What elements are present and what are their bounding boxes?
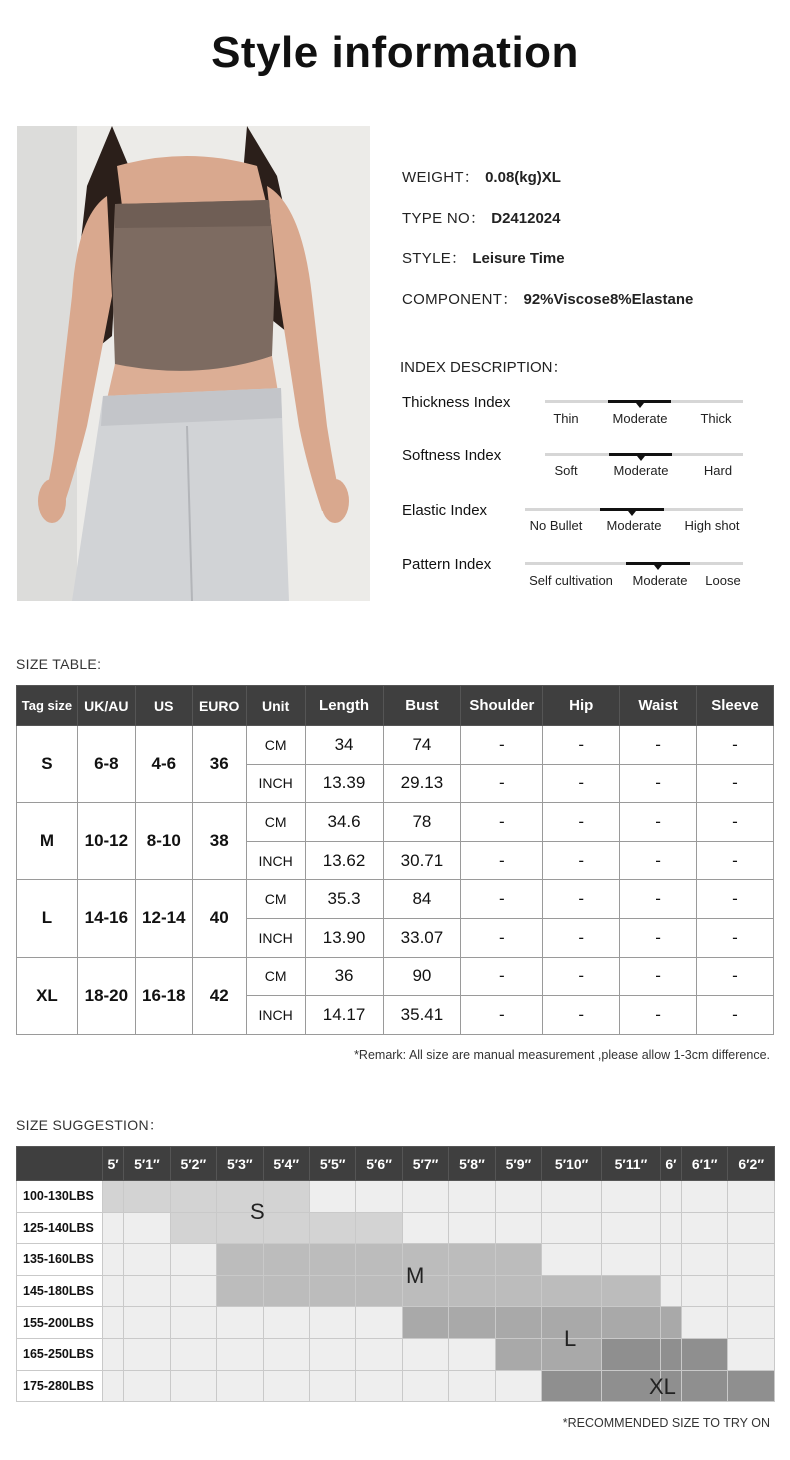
measure-cell: - [697, 996, 774, 1035]
size-suggestion-heading: SIZE SUGGESTION： [16, 1117, 164, 1133]
size-grid-cell [602, 1275, 661, 1307]
product-photo [17, 126, 370, 601]
size-grid-cell [681, 1244, 727, 1276]
size-grid-cell [263, 1244, 309, 1276]
size-grid-cell [660, 1212, 681, 1244]
index-label: Softness Index [402, 447, 502, 464]
measure-cell: 74 [383, 726, 461, 765]
index-option: Soft [554, 463, 578, 478]
index-option: No Bullet [529, 518, 583, 533]
size-grid-cell [170, 1307, 216, 1339]
size-grid-cell [542, 1212, 602, 1244]
height-header: 5′5″ [309, 1147, 355, 1181]
size-grid-cell [602, 1212, 661, 1244]
measure-cell: - [697, 764, 774, 803]
size-grid-cell [170, 1244, 216, 1276]
table-row [17, 726, 774, 765]
measure-cell: - [620, 918, 697, 957]
weight-label: 175-280LBS [17, 1370, 103, 1402]
size-grid-cell [309, 1370, 355, 1402]
zone-label-s: S [250, 1199, 265, 1224]
index-option: Thin [553, 411, 579, 426]
height-header: 5′1″ [124, 1147, 170, 1181]
type-row [402, 207, 560, 228]
size-grid-cell [449, 1370, 495, 1402]
measure-cell: - [697, 803, 774, 842]
size-grid-cell [103, 1244, 124, 1276]
size-grid-cell [495, 1370, 541, 1402]
component-row [402, 288, 693, 309]
size-grid-cell [103, 1307, 124, 1339]
index-pointer-icon [636, 403, 644, 408]
measure-cell: - [543, 996, 620, 1035]
size-grid-cell [124, 1181, 170, 1213]
weight-row [17, 1244, 775, 1276]
col-header: US [135, 686, 192, 726]
measure-cell: - [461, 764, 543, 803]
measure-cell: - [543, 764, 620, 803]
size-grid-cell [170, 1338, 216, 1370]
measure-cell: 84 [383, 880, 461, 919]
weight-label: 155-200LBS [17, 1307, 103, 1339]
height-header: 6′2″ [728, 1147, 775, 1181]
size-grid-cell [602, 1181, 661, 1213]
size-grid-cell [124, 1275, 170, 1307]
index-option: Loose [705, 573, 741, 588]
index-option: Hard [703, 463, 733, 478]
unit-cell: CM [246, 803, 305, 842]
height-header-row [17, 1147, 775, 1181]
index-option: High shot [684, 518, 740, 533]
size-grid-cell [309, 1181, 355, 1213]
size-grid-cell [356, 1338, 402, 1370]
index-heading: INDEX DESCRIPTION： [400, 359, 568, 376]
size-grid-cell [309, 1307, 355, 1339]
size-grid-cell [356, 1181, 402, 1213]
index-label: Pattern Index [402, 556, 492, 573]
size-grid-cell [356, 1275, 402, 1307]
index-option: Moderate [613, 463, 669, 478]
measure-cell: 78 [383, 803, 461, 842]
measure-cell: 13.62 [305, 841, 383, 880]
measure-cell: - [697, 918, 774, 957]
weight-label: 145-180LBS [17, 1275, 103, 1307]
size-grid-cell [170, 1370, 216, 1402]
size-grid-cell [309, 1275, 355, 1307]
component-value: 92%Viscose8%Elastane [523, 291, 694, 308]
measure-cell: 13.90 [305, 918, 383, 957]
size-grid-cell [263, 1181, 309, 1213]
size-grid-cell [217, 1275, 263, 1307]
size-grid-cell [660, 1181, 681, 1213]
measure-cell: - [620, 764, 697, 803]
size-grid-cell [217, 1338, 263, 1370]
zone-label-l: L [564, 1326, 577, 1351]
measure-cell: - [620, 803, 697, 842]
table-row [17, 803, 774, 842]
index-option: Self cultivation [529, 573, 613, 588]
size-grid-cell [402, 1370, 448, 1402]
zone-label-m: M [406, 1263, 425, 1288]
size-grid-cell [124, 1244, 170, 1276]
size-grid-cell [542, 1181, 602, 1213]
size-grid-cell [449, 1181, 495, 1213]
size-grid-cell [660, 1244, 681, 1276]
size-remark: *Remark: All size are manual measurement ,please allow 1-3cm difference. [354, 1048, 770, 1062]
height-header: 5′9″ [495, 1147, 541, 1181]
size-grid-cell [356, 1307, 402, 1339]
size-grid-cell [681, 1307, 727, 1339]
size-tag-cell: XL [17, 957, 78, 1034]
size-grid-cell [356, 1244, 402, 1276]
measure-cell: 90 [383, 957, 461, 996]
measure-cell: - [543, 803, 620, 842]
height-header: 5′10″ [542, 1147, 602, 1181]
index-label: Thickness Index [402, 394, 511, 411]
size-grid-cell [103, 1370, 124, 1402]
style-value: Leisure Time [472, 250, 565, 267]
size-euro-cell: 40 [192, 880, 246, 957]
measure-cell: - [543, 957, 620, 996]
size-table-heading: SIZE TABLE: [16, 656, 102, 672]
measure-cell: - [461, 918, 543, 957]
size-grid-cell [728, 1181, 775, 1213]
type-label: TYPE NO： [402, 210, 486, 227]
index-option: Moderate [612, 411, 668, 426]
size-grid-cell [356, 1212, 402, 1244]
size-grid-cell [681, 1338, 727, 1370]
weight-label: 100-130LBS [17, 1181, 103, 1213]
size-grid-cell [449, 1338, 495, 1370]
unit-cell: CM [246, 957, 305, 996]
measure-cell: - [697, 726, 774, 765]
unit-cell: INCH [246, 996, 305, 1035]
measure-cell: - [461, 803, 543, 842]
measure-cell: 13.39 [305, 764, 383, 803]
index-label: Elastic Index [402, 502, 488, 519]
style-label: STYLE： [402, 250, 467, 267]
measure-cell: 35.41 [383, 996, 461, 1035]
size-grid-cell [124, 1212, 170, 1244]
height-header: 5′6″ [356, 1147, 402, 1181]
measure-cell: - [620, 841, 697, 880]
weight-row [17, 1307, 775, 1339]
size-tag-cell: S [17, 726, 78, 803]
size-grid-cell [263, 1212, 309, 1244]
size-table [16, 685, 774, 1035]
measure-cell: - [461, 957, 543, 996]
measure-cell: - [461, 880, 543, 919]
size-us-cell: 16-18 [135, 957, 192, 1034]
measure-cell: - [697, 957, 774, 996]
size-grid-cell [309, 1212, 355, 1244]
recommended-note: *RECOMMENDED SIZE TO TRY ON [562, 1416, 770, 1430]
size-grid-cell [402, 1338, 448, 1370]
height-header: 5′7″ [402, 1147, 448, 1181]
weight-row [17, 1181, 775, 1213]
weight-label: 135-160LBS [17, 1244, 103, 1276]
size-grid-cell [170, 1181, 216, 1213]
size-uk-cell: 14-16 [77, 880, 135, 957]
size-grid-cell [217, 1307, 263, 1339]
size-grid-cell [356, 1370, 402, 1402]
size-grid-cell [660, 1338, 681, 1370]
size-grid-cell [124, 1338, 170, 1370]
size-table-header-row [17, 686, 774, 726]
height-header: 6′1″ [681, 1147, 727, 1181]
size-grid-cell [103, 1181, 124, 1213]
unit-cell: INCH [246, 841, 305, 880]
size-grid-cell [681, 1212, 727, 1244]
size-grid-cell [263, 1370, 309, 1402]
weight-label: WEIGHT： [402, 169, 480, 186]
size-grid-cell [495, 1181, 541, 1213]
height-header: 5′ [103, 1147, 124, 1181]
measure-cell: 35.3 [305, 880, 383, 919]
measure-cell: 36 [305, 957, 383, 996]
size-tag-cell: M [17, 803, 78, 880]
index-option: Moderate [606, 518, 662, 533]
weight-value: 0.08(kg)XL [485, 169, 561, 186]
index-pointer-icon [628, 511, 636, 516]
size-grid-cell [728, 1275, 775, 1307]
size-grid-cell [660, 1307, 681, 1339]
measure-cell: 34.6 [305, 803, 383, 842]
measure-cell: 34 [305, 726, 383, 765]
unit-cell: INCH [246, 918, 305, 957]
measure-cell: 14.17 [305, 996, 383, 1035]
size-grid-cell [103, 1212, 124, 1244]
size-grid-cell [681, 1275, 727, 1307]
size-grid-cell [103, 1275, 124, 1307]
col-header: Waist [620, 686, 697, 726]
size-grid-cell [495, 1338, 541, 1370]
weight-row [17, 1338, 775, 1370]
size-us-cell: 12-14 [135, 880, 192, 957]
table-row [17, 957, 774, 996]
measure-cell: 30.71 [383, 841, 461, 880]
height-header: 5′3″ [217, 1147, 263, 1181]
col-header: Hip [543, 686, 620, 726]
weight-row [402, 166, 561, 187]
size-grid-cell [449, 1244, 495, 1276]
size-grid-cell [660, 1275, 681, 1307]
col-header: Tag size [17, 686, 78, 726]
measure-cell: - [620, 880, 697, 919]
size-grid-cell [728, 1370, 775, 1402]
zone-label-xl: XL [649, 1374, 676, 1399]
size-grid-cell [170, 1212, 216, 1244]
measure-cell: - [620, 957, 697, 996]
size-grid-cell [124, 1307, 170, 1339]
size-us-cell: 8-10 [135, 803, 192, 880]
weight-row [17, 1212, 775, 1244]
measure-cell: - [620, 996, 697, 1035]
measure-cell: - [461, 726, 543, 765]
height-header: 5′11″ [602, 1147, 661, 1181]
index-option: Moderate [632, 573, 688, 588]
unit-cell: INCH [246, 764, 305, 803]
measure-cell: 33.07 [383, 918, 461, 957]
size-grid-cell [263, 1338, 309, 1370]
col-header: Length [305, 686, 383, 726]
size-grid-cell [217, 1244, 263, 1276]
measure-cell: - [461, 996, 543, 1035]
height-header: 5′4″ [263, 1147, 309, 1181]
measure-cell: - [543, 726, 620, 765]
size-grid-cell [263, 1307, 309, 1339]
weight-row [17, 1275, 775, 1307]
table-row [17, 880, 774, 919]
size-grid-cell [681, 1370, 727, 1402]
size-grid-cell [449, 1307, 495, 1339]
size-grid-cell [402, 1307, 448, 1339]
size-grid-cell [124, 1370, 170, 1402]
size-suggestion-grid [16, 1146, 775, 1402]
size-grid-cell [309, 1244, 355, 1276]
col-header: Shoulder [461, 686, 543, 726]
col-header: EURO [192, 686, 246, 726]
size-uk-cell: 6-8 [77, 726, 135, 803]
size-grid-cell [728, 1212, 775, 1244]
size-grid-cell [602, 1338, 661, 1370]
size-grid-cell [728, 1307, 775, 1339]
size-grid-cell [495, 1212, 541, 1244]
height-header: 5′2″ [170, 1147, 216, 1181]
col-header: Sleeve [697, 686, 774, 726]
col-header: Bust [383, 686, 461, 726]
index-pointer-icon [654, 565, 662, 570]
size-grid-cell [217, 1370, 263, 1402]
measure-cell: - [543, 841, 620, 880]
size-grid-cell [449, 1275, 495, 1307]
size-grid-cell [263, 1275, 309, 1307]
size-grid-cell [402, 1181, 448, 1213]
size-grid-cell [495, 1307, 541, 1339]
size-us-cell: 4-6 [135, 726, 192, 803]
weight-label: 165-250LBS [17, 1338, 103, 1370]
index-pointer-icon [637, 456, 645, 461]
measure-cell: - [620, 726, 697, 765]
size-grid-cell [602, 1307, 661, 1339]
size-grid-cell [495, 1244, 541, 1276]
size-uk-cell: 10-12 [77, 803, 135, 880]
size-grid-cell [542, 1275, 602, 1307]
weight-label: 125-140LBS [17, 1212, 103, 1244]
size-grid-cell [542, 1370, 602, 1402]
page-title: Style information [211, 28, 579, 77]
grid-corner [17, 1147, 103, 1181]
index-option: Thick [700, 411, 732, 426]
size-uk-cell: 18-20 [77, 957, 135, 1034]
height-header: 6′ [660, 1147, 681, 1181]
component-label: COMPONENT： [402, 291, 518, 308]
measure-cell: - [697, 880, 774, 919]
measure-cell: 29.13 [383, 764, 461, 803]
type-value: D2412024 [491, 210, 561, 227]
size-euro-cell: 38 [192, 803, 246, 880]
size-grid-cell [728, 1244, 775, 1276]
measure-cell: - [543, 880, 620, 919]
size-grid-cell [170, 1275, 216, 1307]
unit-cell: CM [246, 880, 305, 919]
unit-cell: CM [246, 726, 305, 765]
size-grid-cell [542, 1244, 602, 1276]
size-grid-cell [402, 1212, 448, 1244]
size-grid-cell [728, 1338, 775, 1370]
height-header: 5′8″ [449, 1147, 495, 1181]
style-row [402, 247, 565, 268]
size-grid-cell [495, 1275, 541, 1307]
size-euro-cell: 42 [192, 957, 246, 1034]
col-header: UK/AU [77, 686, 135, 726]
measure-cell: - [543, 918, 620, 957]
size-grid-cell [602, 1244, 661, 1276]
measure-cell: - [461, 841, 543, 880]
size-grid-cell [681, 1181, 727, 1213]
size-grid-cell [309, 1338, 355, 1370]
size-euro-cell: 36 [192, 726, 246, 803]
col-header: Unit [246, 686, 305, 726]
size-grid-cell [103, 1338, 124, 1370]
size-grid-cell [449, 1212, 495, 1244]
measure-cell: - [697, 841, 774, 880]
size-tag-cell: L [17, 880, 78, 957]
